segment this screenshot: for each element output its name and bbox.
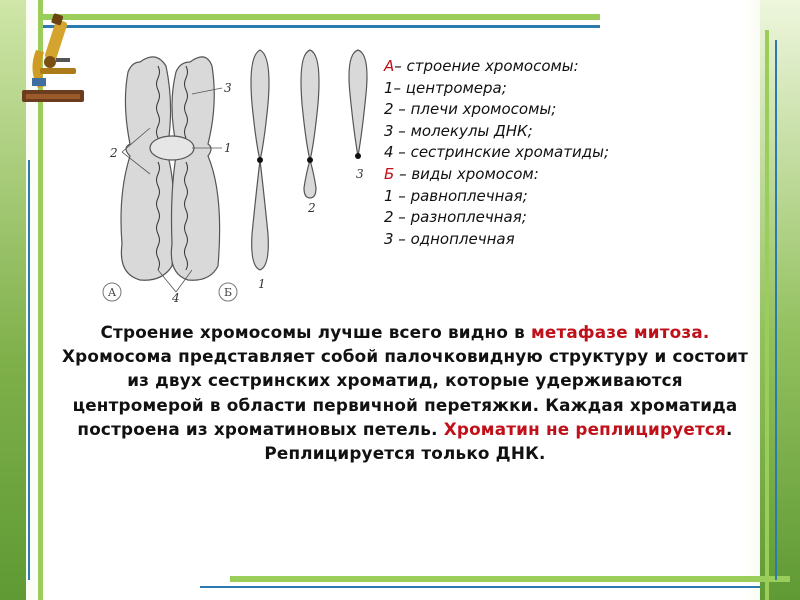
svg-text:А: А — [107, 286, 117, 299]
legend-b-item: 3 – одноплечная — [384, 229, 515, 248]
legend-a-item: 3 – молекулы ДНК; — [384, 121, 533, 140]
fig-label-4: 4 — [172, 291, 180, 305]
top-decor-line-blue — [40, 25, 600, 28]
microscope-icon — [10, 10, 90, 110]
legend-a-item: 1– центромера; — [384, 78, 507, 97]
legend-b-item: 1 – равноплечная; — [384, 186, 528, 205]
chromosome-a — [121, 57, 220, 280]
fig-type-label-1: 1 — [258, 277, 266, 291]
panel-b-badge — [219, 283, 237, 301]
legend-text — [384, 56, 724, 250]
panel-a-badge — [103, 283, 121, 301]
chromosome-figure — [100, 44, 380, 310]
legend-b-heading: Б – виды хромосом: — [384, 164, 539, 183]
fig-label-1: 1 — [224, 141, 232, 155]
acrocentric-chromosome — [349, 50, 367, 156]
fig-label-2: 2 — [110, 146, 118, 160]
legend-a-item: 2 – плечи хромосомы; — [384, 100, 557, 119]
right-decor-vline-green — [765, 30, 769, 600]
bottom-decor-line-blue — [200, 586, 760, 588]
legend-b-item: 2 – разноплечная; — [384, 208, 527, 227]
top-decor-line-green — [40, 14, 600, 20]
legend-a-heading: А– строение хромосомы: — [384, 57, 579, 75]
right-decor-vline-blue — [775, 40, 777, 580]
submetacentric-chromosome — [301, 50, 319, 198]
body-paragraph: Строение хромосомы лучше всего видно в метафазе митоза. Хромосома представляет собой палочковидную структуру и состоит из двух сестринских хроматид, которые удерживаются центромерой в области первичной перетяжки. Каждая хроматида построена из хроматиновых петель. Хроматин не реплицируется. Реплицируется только ДНК. — [61, 322, 749, 464]
fig-type-label-3: 3 — [356, 167, 364, 181]
fig-label-3: 3 — [224, 81, 232, 95]
svg-text:Б: Б — [223, 286, 233, 299]
bottom-decor-line-green — [230, 576, 790, 582]
left-decor-vline-blue — [28, 160, 30, 580]
legend-a-item: 4 – сестринские хроматиды; — [384, 143, 610, 162]
fig-type-label-2: 2 — [308, 201, 316, 215]
